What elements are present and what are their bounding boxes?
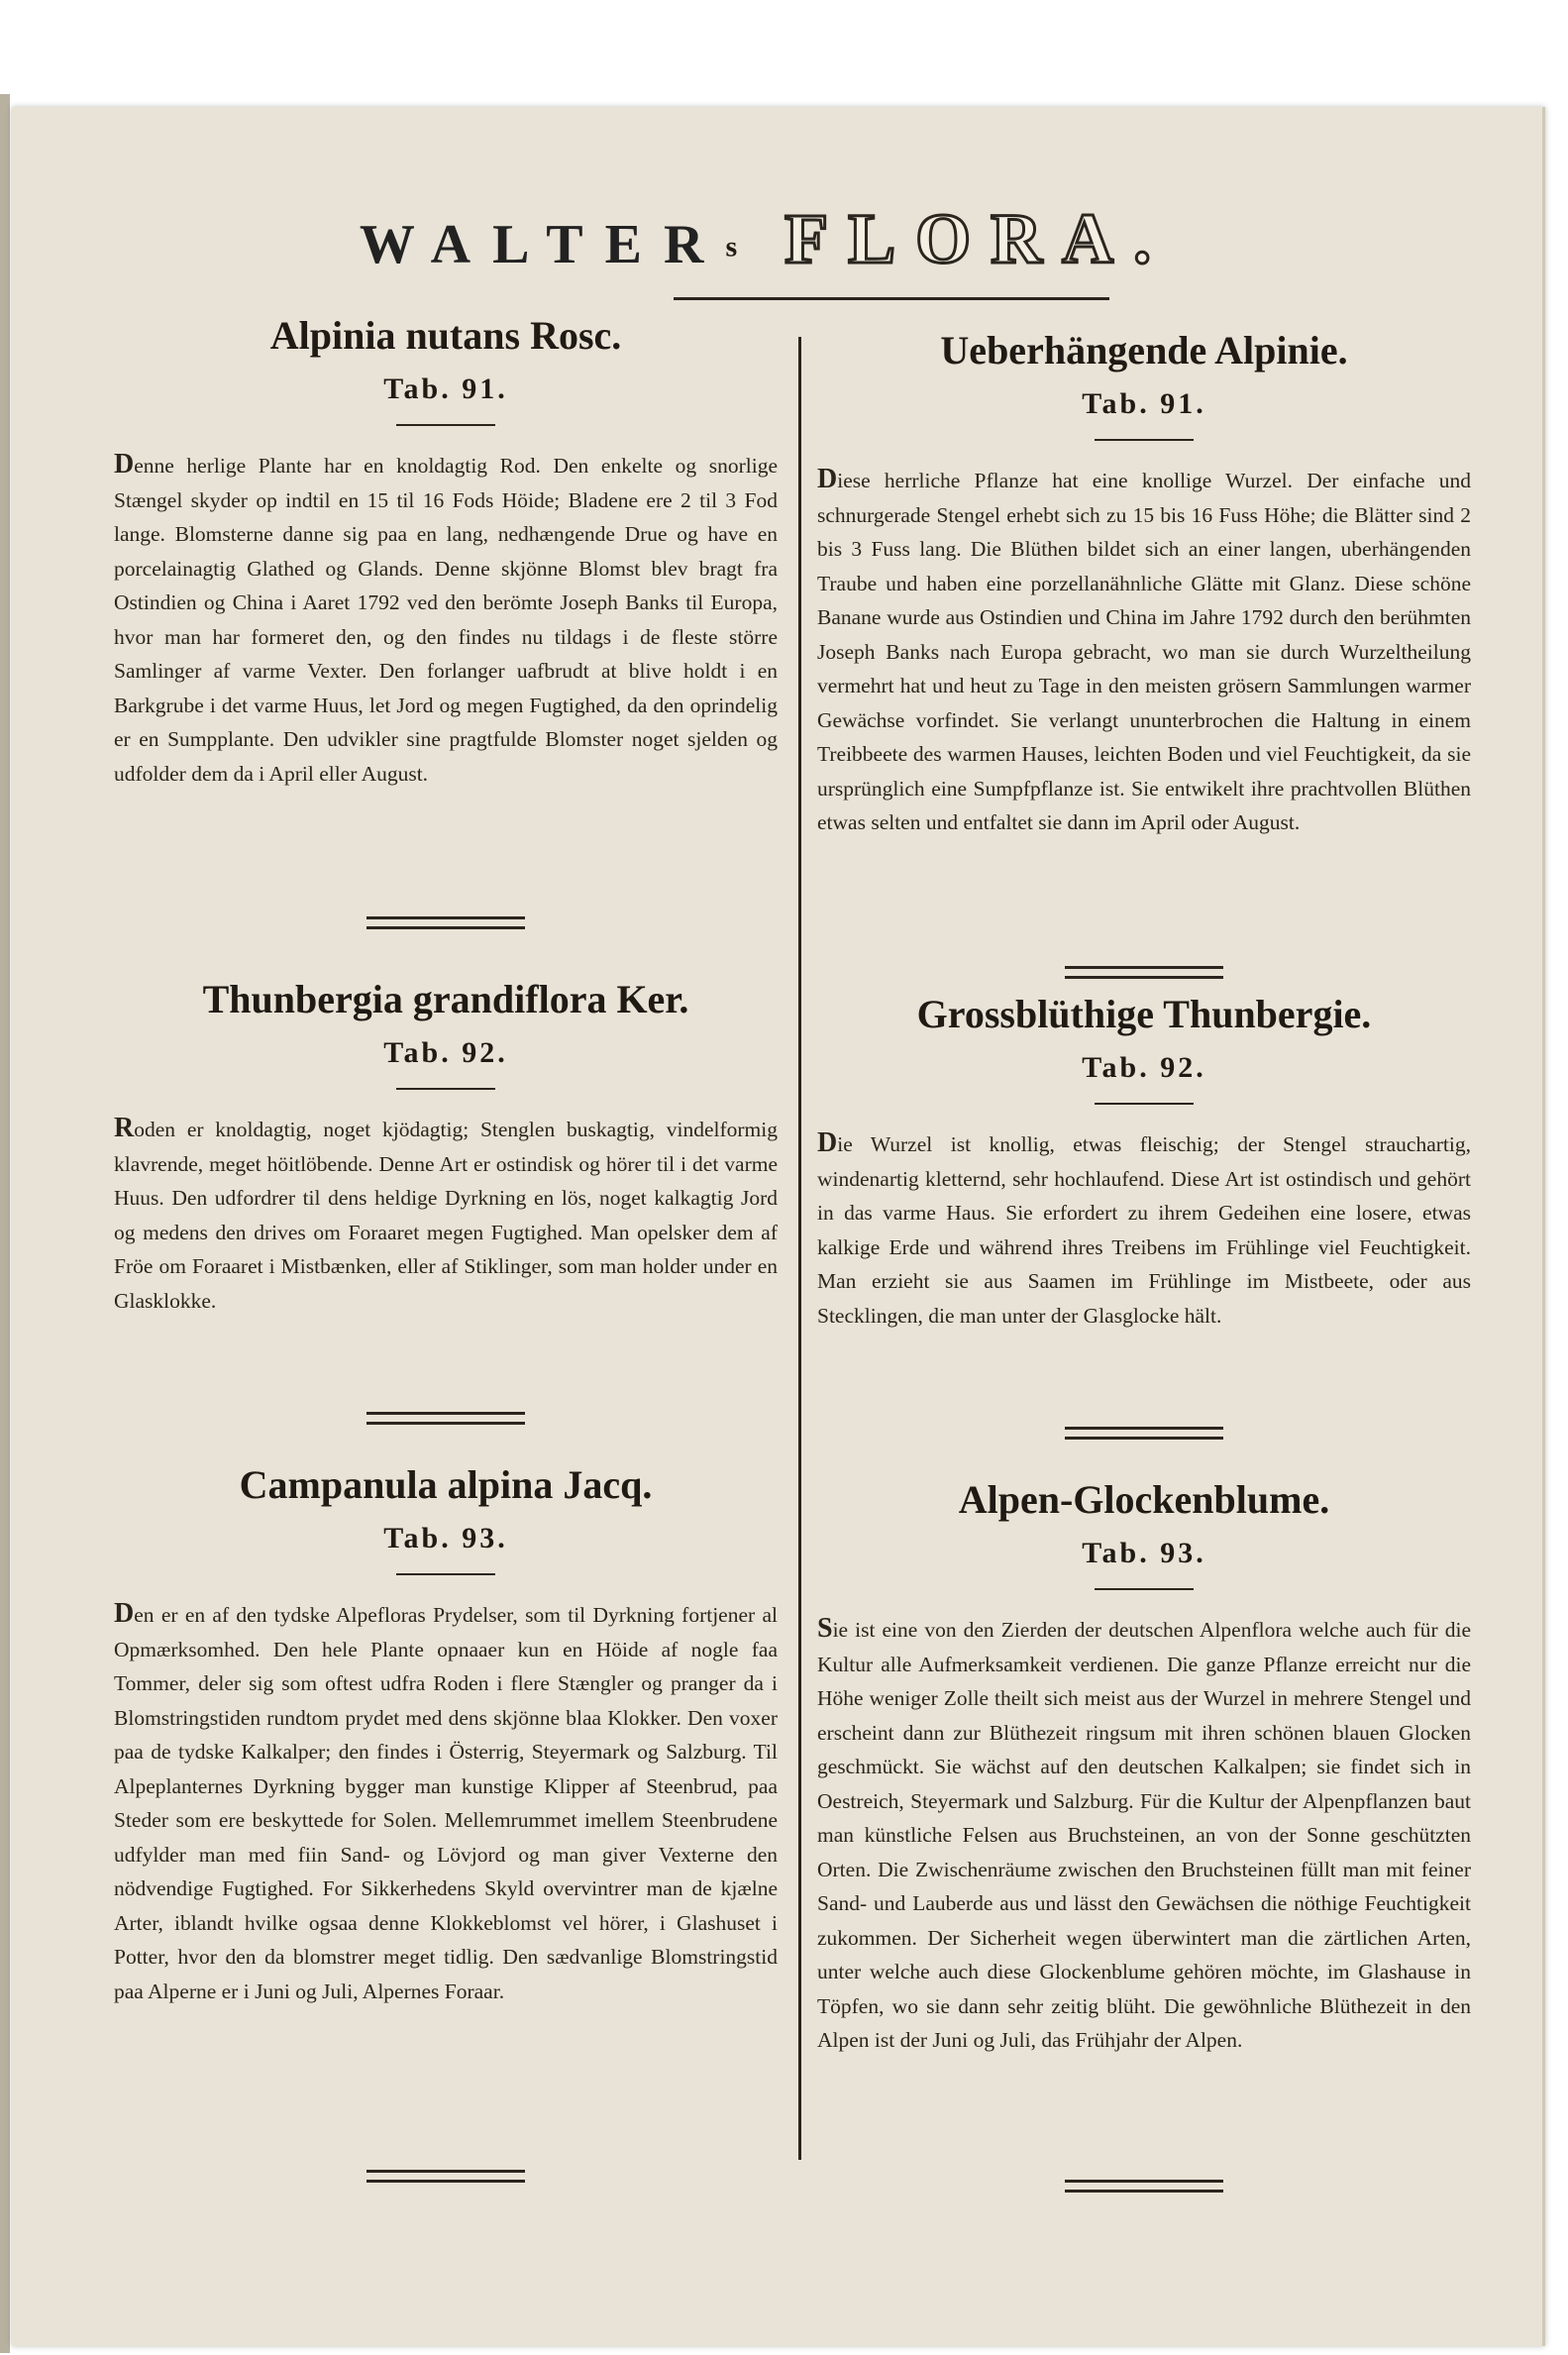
entry-text [114,448,778,791]
entry-text [817,463,1471,840]
drop-initial: D [114,1598,135,1629]
entry-title: Campanula alpina Jacq. [239,1462,653,1507]
entry-title: Alpen-Glockenblume. [958,1477,1330,1522]
entry-text [114,1597,778,2008]
entry-text [817,1126,1471,1333]
page-edge [0,94,10,2353]
section-separator [366,916,525,929]
drop-initial: D [817,464,838,494]
plate-number: Tab. 91. [383,373,508,405]
drop-initial: S [817,1613,833,1644]
rule [396,1573,495,1575]
entry-alpinia-da [114,312,778,791]
plate-number: Tab. 93. [383,1522,508,1554]
section-separator [366,1412,525,1425]
entry-text-body: ie ist eine von den Zierden der deutschen Alpenflora welche auch für die Kultur alle Aufmerksamkeit verdienen. Die ganze Pflanze erreicht nur die Höhe weniger Zolle theilt sich meist aus der Wurzel in mehrere Stengel und erscheint dann zur Blüthezeit ringsum mit ihren schönen blauen Glocken geschmückt. Sie wächst auf den deutschen Kalkalpen; sie findet sich in Oestreich, Steyermark und Salzburg. Für die Kultur der Alpenpflanzen baut man künstliche Felsen aus Bruchsteinen, an von der Sonne geschützten Orten. Die Zwischenräume zwischen den Bruchsteinen füllt man mit feiner Sand- und Lauberde aus und lässt den Gewächsen die nöthige Feuchtigkeit zukommen. Der Sicherheit wegen überwintert man die zärtlichen Arten, unter welche auch diese Glockenblume gehören möchte, im Glashause in Töpfen, wo sie dann sehr zeitig blüht. Die gewöhnliche Blüthezeit in den Alpen ist der Juni og Juli, das Frühjahr der Alpen. [817,1618,1471,2052]
drop-initial: D [817,1127,838,1158]
section-separator [366,2170,525,2183]
section-separator [1065,966,1223,979]
entry-title: Grossblüthige Thunbergie. [916,992,1372,1036]
entry-text-body: en er en af den tydske Alpefloras Prydelser, som til Dyrkning fortjener al Opmærksomhed. Den hele Plante opnaaer kun en Höide af nogle faa Tommer, deler sig som oftest udfra Roden i flere Stængler og pranger da i Blomstringstiden rundtom prydet med dens skjönne blaa Klokker. Den voxer paa de tydske Kalkalper; den findes i Österrig, Steyermark og Salzburg. Til Alpeplanternes Dyrkning bygger man kunstige Klipper af Steenbrud, paa Steder som ere beskyttede for Solen. Mellemrummet imellem Steenbrudene udfylder man med fiin Sand- og Lövjord og man giver Vexterne den nödvendige Fugtighed. For Sikkerhedens Skyld overvintrer man de kjælne Arter, iblandt hvilke ogsaa denne Klokkeblomst vel hörer, i Glashuset i Potter, hvor den da blomstrer meget tidlig. Den sædvanlige Blomstringstid paa Alperne er i Juni og Juli, Alpernes Foraar. [114,1603,778,2003]
masthead-walter: WALTER [359,214,726,275]
section-separator [1065,2180,1223,2193]
entry-campanula-da [114,1461,778,2008]
entry-text-body: ie Wurzel ist knollig, etwas fleischig; der Stengel strauchartig, windenartig kletternd, sehr hochlaufend. Diese Art ist ostindisch und gehört in das varme Haus. Sie erfordert zu ihrem Gedeihen eine losere, etwas kalkige Erde und während ihres Treibens im Frühlinge viel Feuchtigkeit. Man erzieht sie aus Saamen im Frühlinge im Mistbeete, oder aus Stecklingen, die man unter der Glasglocke hält. [817,1132,1471,1328]
rule [1095,1588,1194,1590]
rule [1095,1103,1194,1105]
masthead-flora: FLORA. [784,199,1172,278]
plate-number: Tab. 93. [1082,1537,1206,1569]
rule [396,1088,495,1090]
entry-text [114,1112,778,1318]
rule [396,424,495,426]
left-column [114,0,778,2355]
drop-initial: R [114,1113,135,1143]
rule [1095,439,1194,441]
entry-thunbergia-da [114,976,778,1318]
right-column [817,0,1471,2355]
column-divider [798,337,801,2160]
drop-initial: D [114,449,135,480]
entry-title: Alpinia nutans Rosc. [269,313,622,358]
section-separator [1065,1427,1223,1440]
entry-text [817,1612,1471,2058]
plate-number: Tab. 91. [1082,387,1206,420]
entry-thunbergia-de [817,991,1471,1333]
entry-alpinia-de [817,327,1471,840]
entry-text-body: iese herrliche Pflanze hat eine knollige Wurzel. Der einfache und schnurgerade Stengel erhebt sich zu 15 bis 16 Fuss Höhe; die Blätter sind 2 bis 3 Fuss lang. Die Blüthen bildet sich an einer langen, uberhängenden Traube und haben eine porzellanähnliche Glätte mit Glanz. Diese schöne Banane wurde aus Ostindien und China im Jahre 1792 durch den berühmten Joseph Banks nach Europa gebracht, wo man sie durch Wurzeltheilung vermehrt hat und heut zu Tage in den meisten grösern Sammlungen warmer Gewächse vorfindet. Sie verlangt ununterbrochen die Haltung in einem Treibbeete des warmen Hauses, leichten Boden und viel Feuchtigkeit, da sie ursprünglich eine Sumpfpflanze ist. Sie entwikelt ihre prachtvollen Blüthen etwas selten und entfaltet sie dann im April oder August. [817,469,1471,834]
masthead-suffix: s [725,230,742,264]
plate-number: Tab. 92. [1082,1051,1206,1084]
entry-text-body: oden er knoldagtig, noget kjödagtig; Stenglen buskagtig, vindelformig klavrende, meget höitlöbende. Denne Art er ostindisk og hörer til i det varme Huus. Den udfordrer til dens heldige Dyrkning en lös, noget kalkagtig Jord og medens den drives om Foraaret megen Fugtighed. Man opelsker dem af Fröe om Foraaret i Mistbænken, eller af Stiklinger, som man holder under en Glasklokke. [114,1118,778,1313]
entry-campanula-de [817,1476,1471,2058]
plate-number: Tab. 92. [383,1036,508,1069]
entry-text-body: enne herlige Plante har en knoldagtig Rod. Den enkelte og snorlige Stængel skyder op indtil en 15 til 16 Fods Höide; Bladene ere 2 til 3 Fod lange. Blomsterne danne sig paa en lang, nedhængende Drue og have en porcelainagtig Glathed og Glands. Denne skjönne Blomst blev bragt fra Ostindien og China i Aaret 1792 ved den berömte Joseph Banks til Europa, hvor man har formeret den, og den findes nu tildags i de fleste större Samlinger af varme Vexter. Den forlanger uafbrudt at blive holdt i en Barkgrube i det varme Huus, let Jord og megen Fugtighed, da den oprindelig er en Sumpplante. Den udvikler sine pragtfulde Blomster noget sjelden og udfolder dem da i April eller August. [114,454,778,786]
entry-title: Thunbergia grandiflora Ker. [202,977,689,1021]
entry-title: Ueberhängende Alpinie. [940,328,1348,373]
